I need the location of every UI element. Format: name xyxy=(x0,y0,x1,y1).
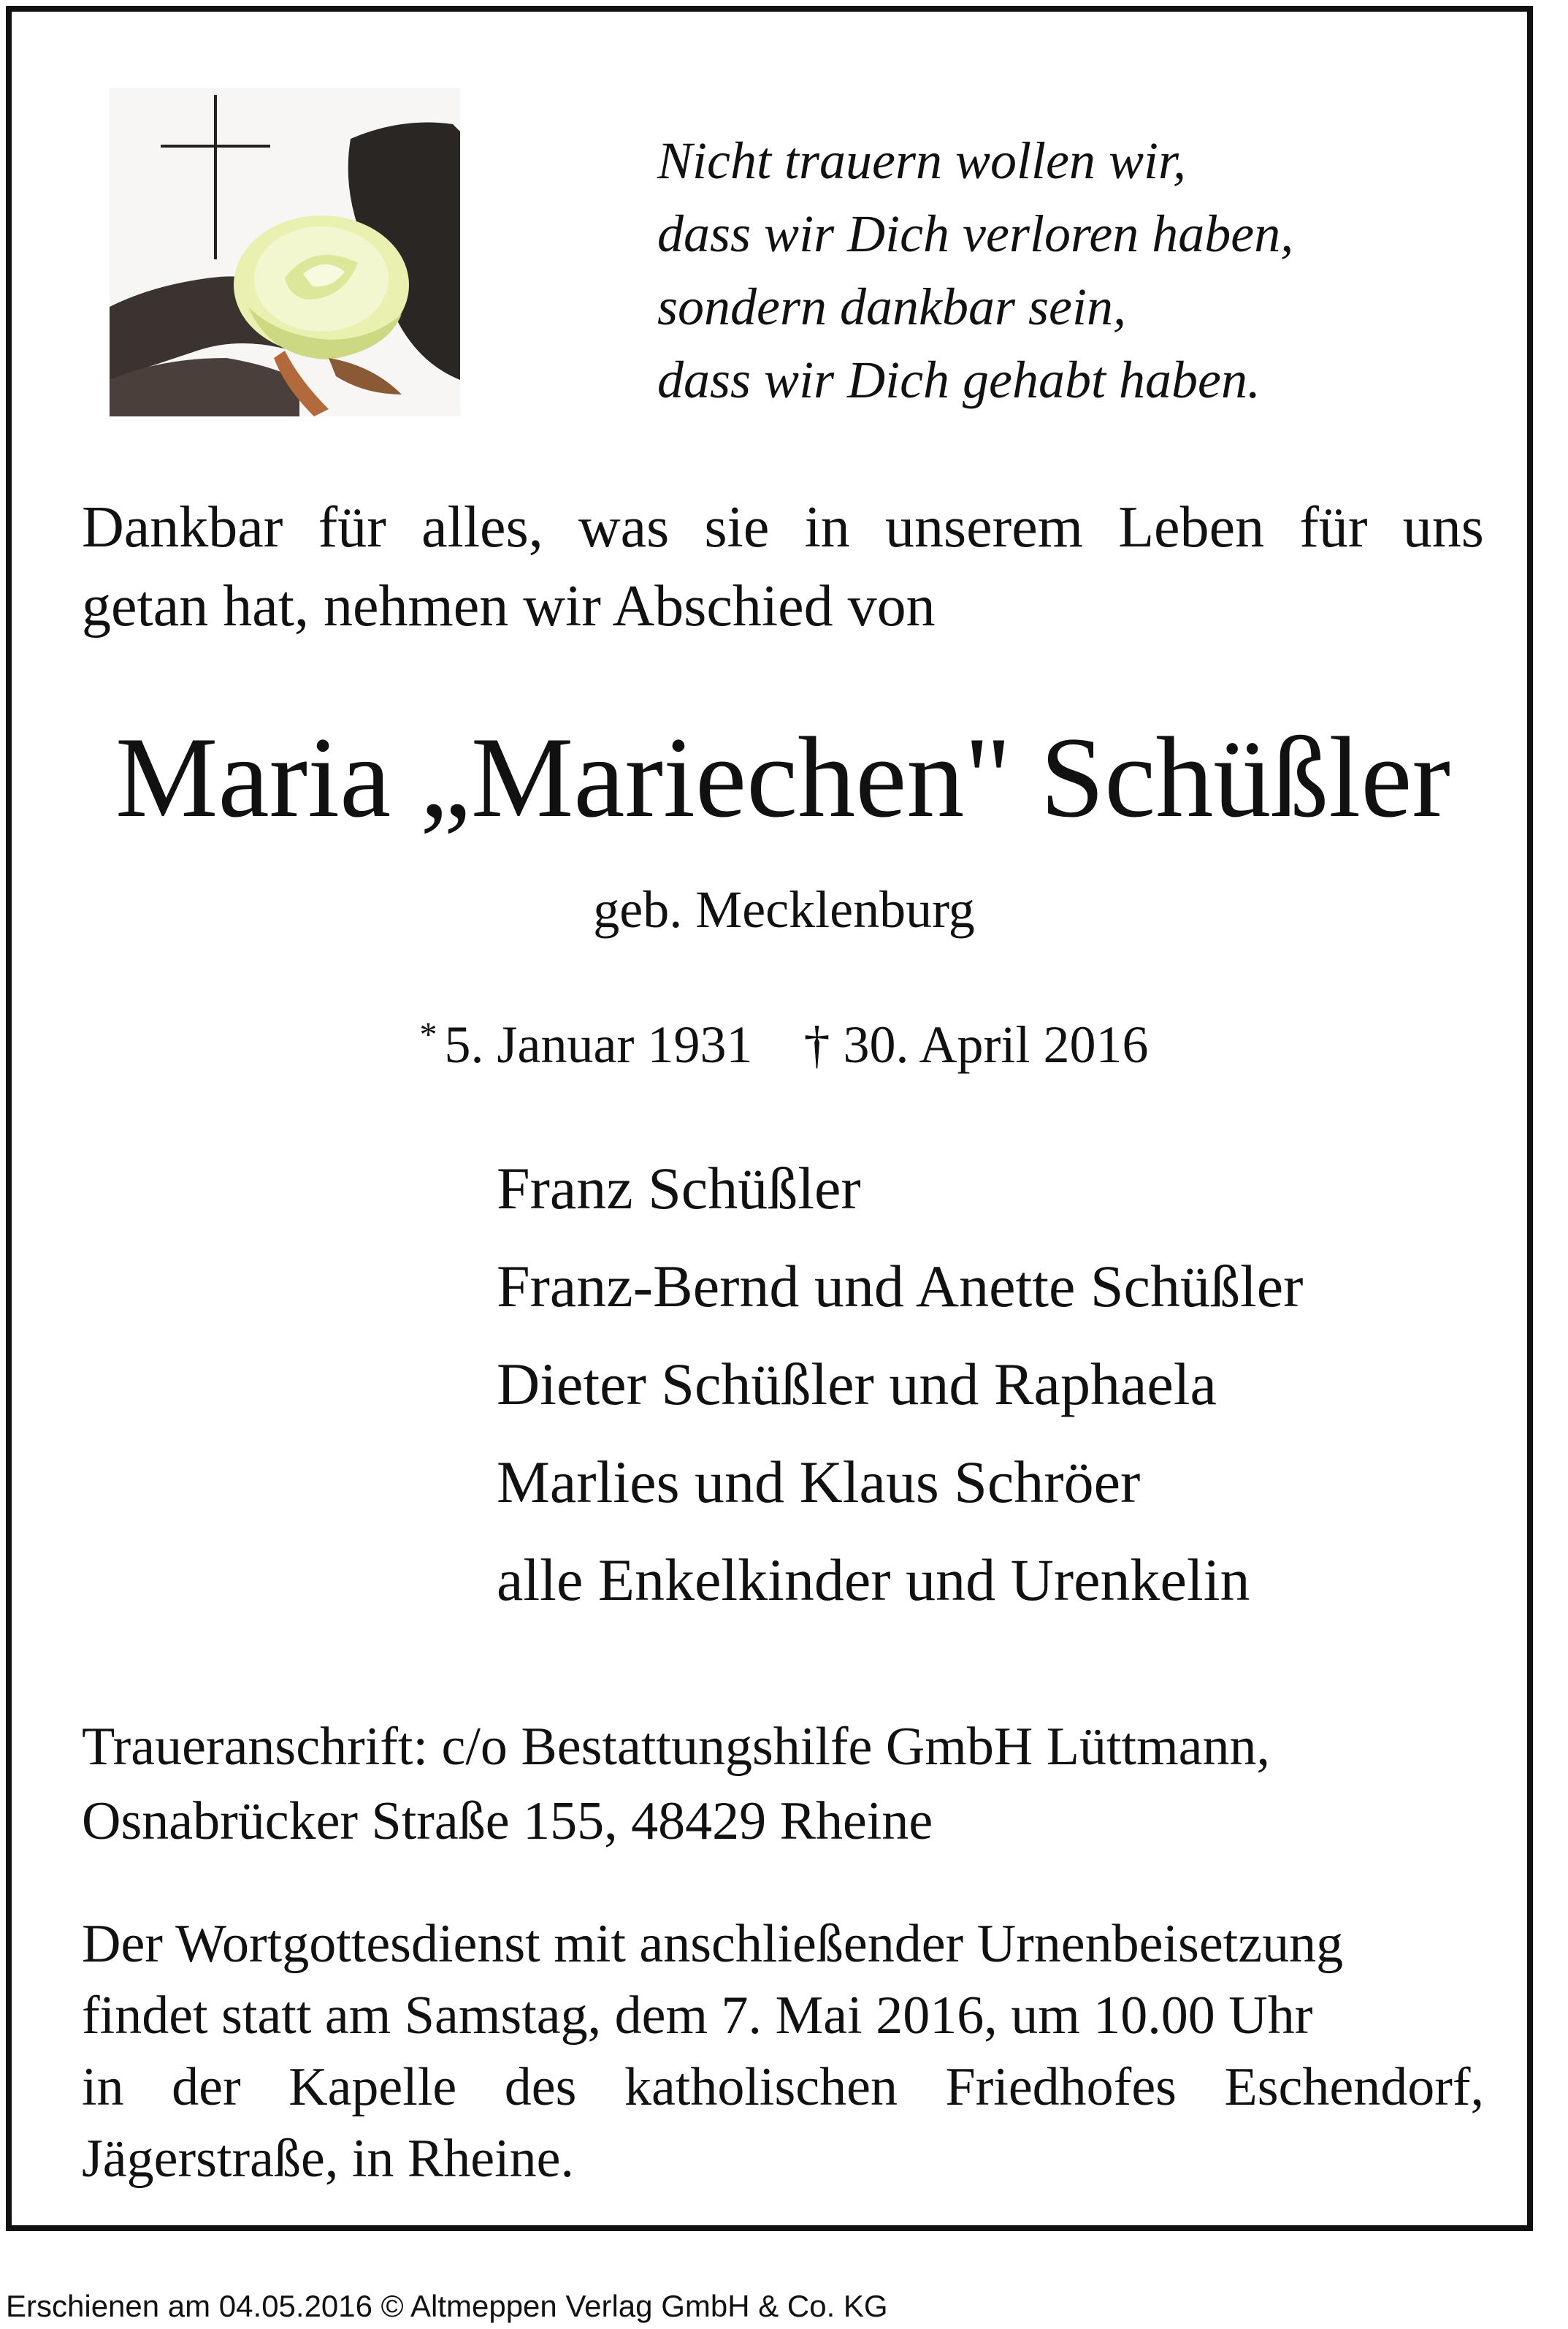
intro-word: für xyxy=(1299,495,1368,560)
publication-footer: Erschienen am 04.05.2016 © Altmeppen Verlag GmbH & Co. KG xyxy=(6,2289,888,2323)
birth-symbol: * xyxy=(419,1015,437,1054)
death-date: 30. April 2016 xyxy=(843,1015,1149,1074)
family-member: Franz Schüßler xyxy=(497,1155,861,1221)
deceased-name: Maria „Mariechen" Schüßler xyxy=(115,714,1451,842)
family-members xyxy=(497,1140,1519,1629)
family-member: alle Enkelkinder und Urenkelin xyxy=(497,1547,1250,1613)
intro-text xyxy=(82,488,1484,646)
service-line-2: findet statt am Samstag, dem 7. Mai 2016, um 10.00 Uhr xyxy=(82,1986,1313,2046)
intro-word: in xyxy=(804,495,850,560)
intro-word: für xyxy=(318,495,386,560)
service-word: Friedhofes xyxy=(945,2057,1177,2117)
intro-word: unserem xyxy=(884,495,1083,560)
service-line-1: Der Wortgottesdienst mit anschließender Urnenbeisetzung xyxy=(82,1914,1344,1974)
service-word: Eschendorf, xyxy=(1224,2057,1484,2117)
poem-line: Nicht trauern wollen wir, xyxy=(657,131,1187,190)
poem-line: sondern dankbar sein, xyxy=(657,278,1126,336)
intro-word: Dankbar xyxy=(82,495,283,560)
address-line-1: Traueranschrift: c/o Bestattungshilfe GmbH Lüttmann, xyxy=(82,1717,1271,1777)
service-word: des xyxy=(504,2057,577,2117)
service-info xyxy=(82,1908,1484,2195)
intro-line-2: getan hat, nehmen wir Abschied von xyxy=(82,574,936,639)
poem-line: dass wir Dich gehabt haben. xyxy=(657,351,1261,409)
service-word: Kapelle xyxy=(288,2057,457,2117)
birth-date: 5. Januar 1931 xyxy=(444,1015,753,1074)
birth-name: geb. Mecklenburg xyxy=(593,880,975,939)
mourning-address xyxy=(82,1709,1484,1859)
intro-word: uns xyxy=(1402,495,1484,560)
family-member: Franz-Bernd und Anette Schüßler xyxy=(497,1253,1304,1319)
intro-word: Leben xyxy=(1118,495,1265,560)
service-word: der xyxy=(172,2057,241,2117)
family-member: Dieter Schüßler und Raphaela xyxy=(497,1351,1217,1417)
intro-line-1 xyxy=(82,488,1484,567)
service-line-3 xyxy=(82,2051,1484,2123)
death-symbol: † xyxy=(803,1015,830,1074)
life-dates xyxy=(0,1002,1568,1078)
family-member: Marlies und Klaus Schröer xyxy=(497,1449,1141,1515)
cross-and-rose-icon xyxy=(110,88,460,416)
poem xyxy=(657,124,1461,416)
intro-word: sie xyxy=(704,495,770,560)
poem-line: dass wir Dich verloren haben, xyxy=(657,205,1294,263)
service-word: in xyxy=(82,2057,124,2117)
service-word: katholischen xyxy=(624,2057,898,2117)
service-line-4: Jägerstraße, in Rheine. xyxy=(82,2129,574,2189)
intro-word: alles, xyxy=(421,495,543,560)
intro-word: was xyxy=(578,495,670,560)
address-line-2: Osnabrücker Straße 155, 48429 Rheine xyxy=(82,1791,933,1851)
